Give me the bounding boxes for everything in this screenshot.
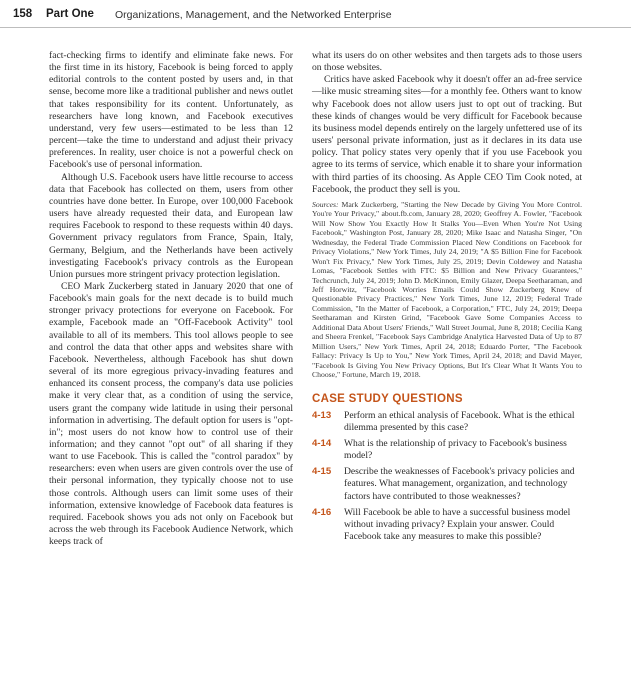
header-divider xyxy=(0,27,631,28)
part-label: Part One xyxy=(46,8,94,20)
case-study-question xyxy=(312,507,582,543)
question-text: Describe the weaknesses of Facebook's privacy policies and features. What management, organization, and technology factors have contributed to those weaknesses? xyxy=(344,466,575,502)
body-paragraph: fact-checking firms to identify and eliminate fake news. For the first time in its history, Facebook is being forced to apply editorial controls to the content posted by users and, in that sense, become more like a traditional publisher and news outlet that takes responsibility for its content. Unfortunately, as researchers have long known, and Facebook executives understand, very few users—estimated to be less than 12 percent—take the time to understand and adjust their privacy preferences. In reality, user choice is not a powerful check on Facebook's use of personal information. xyxy=(49,50,293,171)
case-study-question xyxy=(312,466,582,502)
question-text: Perform an ethical analysis of Facebook. What is the ethical dilemma presented by this case? xyxy=(344,409,575,433)
page-number: 158 xyxy=(13,8,33,20)
question-number: 4-13 xyxy=(312,409,332,421)
question-number: 4-14 xyxy=(312,437,332,449)
sources-text: Mark Zuckerberg, "Starting the New Decade by Giving You More Control. You're Your Privacy," about.fb.com, January 28, 2020; Geoffrey A. Fowler, "Facebook Will Now Show You Exactly How It Stalks You—Even When You're Not Using Facebook," Washington Post, January 28, 2020; Mike Isaac and Natasha Singer, "On Wednesday, the Federal Trade Commission Placed New Conditions on Facebook for Privacy Violations," New York Times, July 24, 2019; "A $5 Billion Fine for Facebook Won't Fix Privacy," New York Times, July 25, 2019; Devin Coldewey and Natasha Lomas, "Facebook Settles with FTC: $5 Billion and New Privacy Guarantees," Techcrunch, July 24, 2019; John D. McKinnon, Emily Glazer, Deepa Seetharaman, and Jeff Horwitz, "Facebook Worries Emails Could Show Zuckerberg Knew of Questionable Privacy Practices," New York Times, June 12, 2019; Federal Trade Commission, "In the Matter of Facebook, a Corporation," FTC, July 24, 2019; Deepa Seetharaman and Kirsten Grind, "Facebook Gave Some Companies Access to Additional Data About Users' Friends," Wall Street Journal, June 8, 2018; Cecilia Kang and Sheera Frenkel, "Facebook Says Cambridge Analytica Harvested Data of Up to 87 Million Users," New York Times, April 24, 2018; Eduardo Porter, "The Facebook Fallacy: Privacy Is Up to You," New York Times, April 24, 2018; and David Mayer, "Facebook Is Giving You New Privacy Options, But It's Clear What It Wants You to Choose," Fortune, March 19, 2018. xyxy=(312,199,582,380)
question-text: Will Facebook be able to have a successful business model without invading privacy? Explain your answer. Could Facebook take any measures to make this possible? xyxy=(344,506,571,543)
right-column xyxy=(312,50,582,543)
question-number: 4-16 xyxy=(312,506,332,518)
body-paragraph: Critics have asked Facebook why it doesn't offer an ad-free service—like music streaming sites—for a monthly fee. Others want to know why Facebook does not allow users just to opt out of tracking. But these kinds of changes would be very difficult for Facebook because its business model depends entirely on the largely unfettered use of its users' personal private information, just as it declares in its data use policy. That policy states very openly that if you use Facebook you agree to its terms of service, which enable it to share your information with third parties of its choosing. As Apple CEO Tim Cook noted, at Facebook, the product they sell is you. xyxy=(312,74,582,195)
body-paragraph: what its users do on other websites and then targets ads to those users on those websites. xyxy=(312,50,582,74)
body-paragraph: Although U.S. Facebook users have little recourse to access data that Facebook has collected on them, users from other countries have done better. In Europe, over 100,000 Facebook users have already requested their data, and European law requires Facebook to respond to these requests within 40 days. Government privacy regulators from France, Spain, Italy, Germany, Belgium, and the Netherlands have been actively investigating Facebook's privacy controls as the European Union pursues more stringent privacy protection legislation. xyxy=(49,171,293,280)
sources-citation xyxy=(312,200,582,380)
question-number: 4-15 xyxy=(312,466,332,478)
case-study-question xyxy=(312,410,582,434)
case-study-heading: CASE STUDY QUESTIONS xyxy=(312,393,463,406)
body-paragraph: CEO Mark Zuckerberg stated in January 2020 that one of Facebook's main goals for the next decade is to build much stronger privacy protections for everyone on Facebook. For example, Facebook made an "Off-Facebook Activity" tool available to all of its members. This tool allows people to see and control the data that other apps and websites share with Facebook. Nevertheless, although Facebook has shut down several of its more egregious privacy-invading features and enhanced its consent process, the company's data use policies make it very clear that, as a condition of using the service, users grant the company wide latitude in using their personal information in advertising. The default option for users is "opt-in"; most users do not know how to control use of their information; and they cannot "opt out" of all sharing if they want to use Facebook. This is called the "control paradox" by researchers: even when users are given controls over the use of their personal information, they typically choose not to use those controls. Although users can limit some uses of their information, extensive knowledge of Facebook data features is required. Facebook shows you ads not only on Facebook but across the web through its Facebook Audience Network, which keeps track of xyxy=(49,280,293,548)
case-study-question xyxy=(312,438,582,462)
page-header xyxy=(0,0,631,30)
question-text: What is the relationship of privacy to Facebook's business model? xyxy=(344,437,567,462)
part-title: Organizations, Management, and the Networked Enterprise xyxy=(115,8,392,21)
sources-label: Sources: xyxy=(312,199,339,209)
left-column xyxy=(49,50,293,548)
